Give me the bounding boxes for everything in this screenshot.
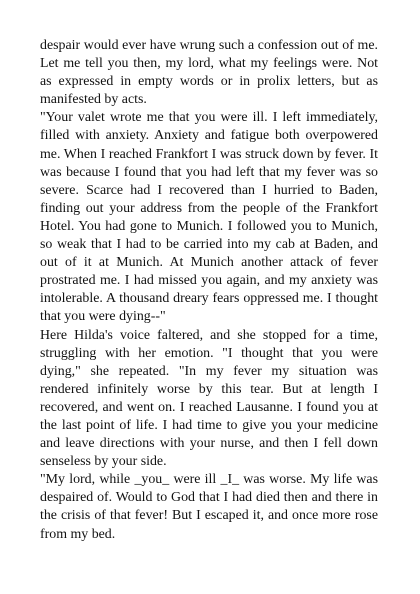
paragraph-1: despair would ever have wrung such a confession out of me. Let me tell you then, my lord, what my feelings were. Not as expressed in empty words or in prolix letters, but as manifested by acts.	[40, 38, 378, 108]
paragraph-3: Here Hilda's voice faltered, and she stopped for a time, struggling with her emotion. "I thought that you were dying," she repeated. "In my fever my situation was rendered infinitely worse by this tear. But at length I recovered, and went on. I reached Lausanne. I found you at the last point of life. I had time to give you your medicine and leave directions with your nurse, and then I fell down senseless by your side.	[40, 327, 378, 470]
document-page	[40, 37, 378, 544]
paragraph-2: "Your valet wrote me that you were ill. I left immediately, filled with anxiety. Anxiety and fatigue both overpowered me. When I reached Frankfort I was struck down by fever. It was because I found that you had left that my fever was so severe. Scarce had I recovered than I hurried to Baden, finding out your address from the people of the Frankfort Hotel. You had gone to Munich. I followed you to Munich, so weak that I had to be carried into my cab at Baden, and out of it at Munich. At Munich another attack of fever prostrated me. I had missed you again, and my anxiety was intolerable. A thousand dreary fears oppressed me. I thought that you were dying--"	[40, 110, 378, 325]
paragraph-4: "My lord, while _you_ were ill _I_ was worse. My life was despaired of. Would to God that I had died then and there in the crisis of that fever! But I escaped it, and once more rose from my bed.	[40, 472, 378, 542]
